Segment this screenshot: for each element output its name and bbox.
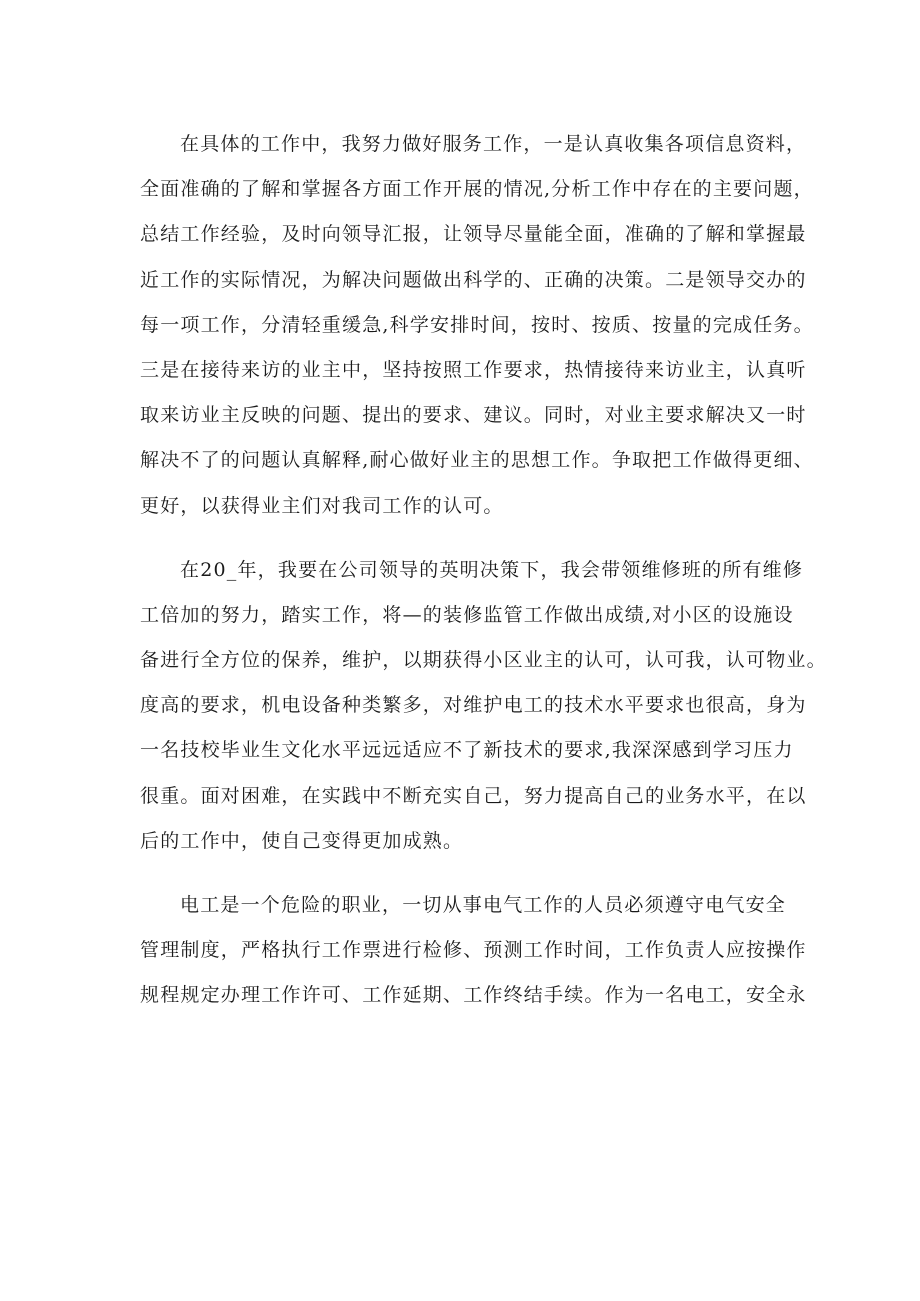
paragraph-line: 备进行全方位的保养，维护，以期获得小区业主的认可，认可我，认可物业。 [140,649,827,672]
paragraph-line: 取来访业主反映的问题、提出的要求、建议。同时，对业主要求解决又一时 [140,404,807,427]
paragraph-line: 工倍加的努力，踏实工作，将—的装修监管工作做出成绩,对小区的设施设 [140,603,794,626]
paragraph-3 [140,883,807,1019]
paragraph-line: 解决不了的问题认真解释,耐心做好业主的思想工作。争取把工作做得更细、 [140,449,814,472]
paragraph-line: 后的工作中，使自己变得更加成熟。 [140,829,464,852]
paragraph-line: 近工作的实际情况，为解决问题做出科学的、正确的决策。二是领导交办的 [140,268,807,291]
paragraph-spacer [140,529,800,548]
paragraph-line: 在20_年，我要在公司领导的英明决策下，我会带领维修班的所有维修 [180,558,804,581]
paragraph-line: 规程规定办理工作许可、工作延期、工作终结手续。作为一名电工，安全永 [140,984,807,1007]
document-body [140,122,827,1019]
paragraph-line: 三是在接待来访的业主中，坚持按照工作要求，热情接待来访业主，认真听 [140,358,807,381]
paragraph-line: 更好，以获得业主们对我司工作的认可。 [140,494,504,517]
paragraph-line: 很重。面对困难，在实践中不断充实自己，努力提高自己的业务水平，在以 [140,784,807,807]
paragraph-2 [140,548,827,864]
paragraph-spacer [140,864,800,883]
paragraph-line: 度高的要求，机电设备种类繁多，对维护电工的技术水平要求也很高，身为 [140,694,807,717]
paragraph-line: 每一项工作，分清轻重缓急,科学安排时间，按时、按质、按量的完成任务。 [140,313,814,336]
paragraph-line: 全面准确的了解和掌握各方面工作开展的情况,分析工作中存在的主要问题， [140,178,814,201]
paragraph-1 [140,122,814,529]
paragraph-line: 电工是一个危险的职业，一切从事电气工作的人员必须遵守电气安全 [180,894,787,916]
paragraph-line: 总结工作经验，及时向领导汇报，让领导尽量能全面，准确的了解和掌握最 [140,223,807,246]
paragraph-line: 在具体的工作中，我努力做好服务工作，一是认真收集各项信息资料， [180,133,807,155]
paragraph-line: 管理制度，严格执行工作票进行检修、预测工作时间，工作负责人应按操作 [140,939,807,962]
paragraph-line: 一名技校毕业生文化水平远远适应不了新技术的要求,我深深感到学习压力 [140,739,794,762]
